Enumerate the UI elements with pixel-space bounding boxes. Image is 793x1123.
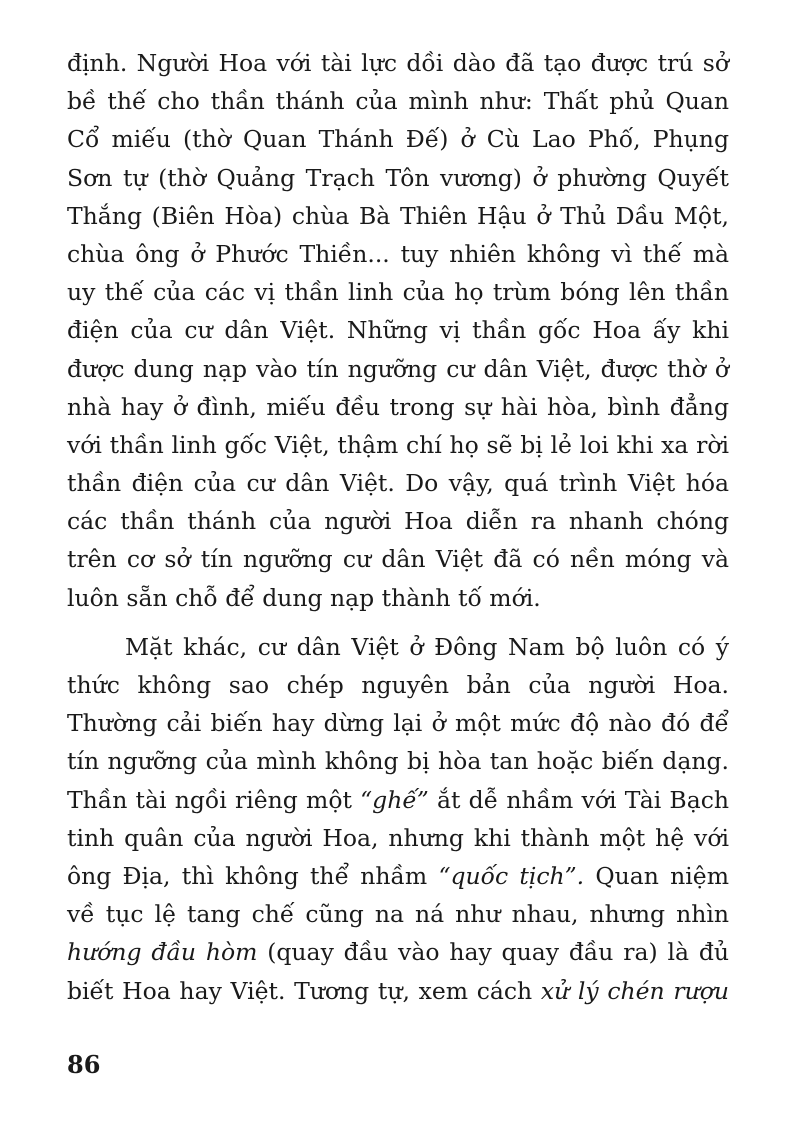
italic-term: “quốc tịch”.: [438, 861, 585, 890]
text-line: [67, 857, 729, 895]
text-run: biết Hoa hay Việt. Tương tự, xem cách: [67, 976, 541, 1005]
text-line: luôn sẵn chỗ để dung nạp thành tố mới.: [67, 583, 541, 612]
paragraph-1: [67, 44, 729, 617]
text-run: (quay đầu vào hay quay đầu ra) là đủ: [257, 938, 729, 967]
text-line: uy thế của các vị thần linh của họ trùm bóng lên thần: [67, 278, 729, 307]
text-run: Quan niệm: [584, 861, 729, 890]
text-line: [67, 972, 729, 1010]
text-line: [67, 781, 729, 819]
text-line: điện của cư dân Việt. Những vị thần gốc Hoa ấy khi: [67, 316, 729, 345]
text-line: bề thế cho thần thánh của mình như: Thất phủ Quan: [67, 87, 729, 116]
text-line: Thắng (Biên Hòa) chùa Bà Thiên Hậu ở Thủ Dầu Một,: [67, 201, 729, 230]
text-line: [67, 933, 729, 971]
text-line: về tục lệ tang chế cũng na ná như nhau, nhưng nhìn: [67, 900, 729, 929]
text-line: trên cơ sở tín ngưỡng cư dân Việt đã có nền móng và: [67, 545, 729, 574]
text-line: với thần linh gốc Việt, thậm chí họ sẽ bị lẻ loi khi xa rời: [67, 430, 729, 459]
text-line: Sơn tự (thờ Quảng Trạch Tôn vương) ở phường Quyết: [67, 163, 729, 192]
text-run: Thần tài ngồi riêng một: [67, 785, 361, 814]
text-line: chùa ông ở Phước Thiền... tuy nhiên không vì thế mà: [67, 239, 729, 268]
italic-term: hướng đầu hòm: [67, 938, 258, 967]
text-line: tín ngưỡng của mình không bị hòa tan hoặc biến dạng.: [67, 747, 729, 776]
text-line: nhà hay ở đình, miếu đều trong sự hài hòa, bình đẳng: [67, 392, 729, 421]
text-run: ông Địa, thì không thể nhầm: [67, 861, 439, 890]
text-line: các thần thánh của người Hoa diễn ra nhanh chóng: [67, 507, 729, 536]
italic-term: xử lý chén rượu: [540, 976, 729, 1005]
page-body: [67, 44, 729, 1010]
text-line: tinh quân của người Hoa, nhưng khi thành một hệ với: [67, 823, 729, 852]
text-line: Mặt khác, cư dân Việt ở Đông Nam bộ luôn có ý: [125, 632, 729, 661]
paragraph-2: [67, 628, 729, 1010]
paragraph-gap: [67, 617, 729, 628]
italic-term: “ghế”: [360, 785, 429, 814]
text-run: ắt dễ nhầm với Tài Bạch: [428, 785, 729, 814]
text-line: định. Người Hoa với tài lực dồi dào đã tạo được trú sở: [67, 49, 729, 77]
text-line: thần điện của cư dân Việt. Do vậy, quá trình Việt hóa: [67, 469, 729, 498]
text-line: Cổ miếu (thờ Quan Thánh Đế) ở Cù Lao Phố, Phụng: [67, 125, 729, 154]
page-number: 86: [67, 1050, 101, 1079]
text-line: thức không sao chép nguyên bản của người Hoa.: [67, 671, 729, 699]
text-line: được dung nạp vào tín ngưỡng cư dân Việt, được thờ ở: [67, 354, 729, 383]
text-line: Thường cải biến hay dừng lại ở một mức độ nào đó để: [67, 709, 729, 738]
